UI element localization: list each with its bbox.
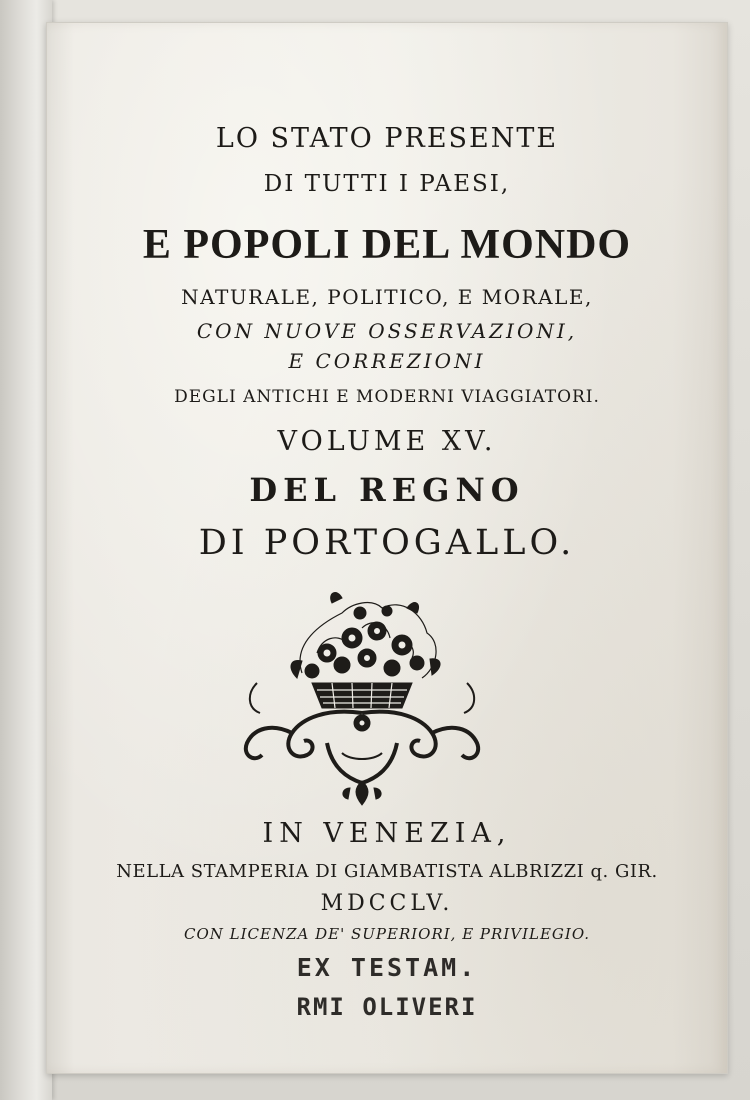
title-main-line: E POPOLI DEL MONDO [142, 222, 632, 268]
title-line-4: NATURALE, POLITICO, E MORALE, [181, 285, 593, 309]
left-flyleaf [0, 0, 52, 1100]
flower-basket-vignette-icon [232, 583, 492, 808]
imprint-place: IN VENEZIA, [262, 818, 512, 849]
ownership-stamp-line-2: RMI OLIVERI [296, 993, 478, 1021]
volume-number: VOLUME XV. [277, 426, 497, 457]
title-line-6: E CORREZIONI [288, 349, 486, 373]
subject-line-1: DEL REGNO [249, 471, 525, 509]
title-line-5: CON NUOVE OSSERVAZIONI, [196, 319, 578, 343]
imprint-year: MDCCLV. [320, 891, 454, 916]
title-page [46, 22, 728, 1074]
imprint-printer: NELLA STAMPERIA DI GIAMBATISTA ALBRIZZI q. GIR. [116, 861, 658, 882]
imprint-license: CON LICENZA DE' SUPERIORI, E PRIVILEGIO. [183, 925, 591, 943]
title-line-7: DEGLI ANTICHI E MODERNI VIAGGIATORI. [174, 387, 600, 407]
title-line-2: DI TUTTI I PAESI, [263, 171, 511, 197]
ownership-stamp-line-1: EX TESTAM. [296, 953, 478, 982]
title-line-1: LO STATO PRESENTE [215, 123, 559, 154]
subject-line-2: DI PORTOGALLO. [198, 523, 576, 563]
